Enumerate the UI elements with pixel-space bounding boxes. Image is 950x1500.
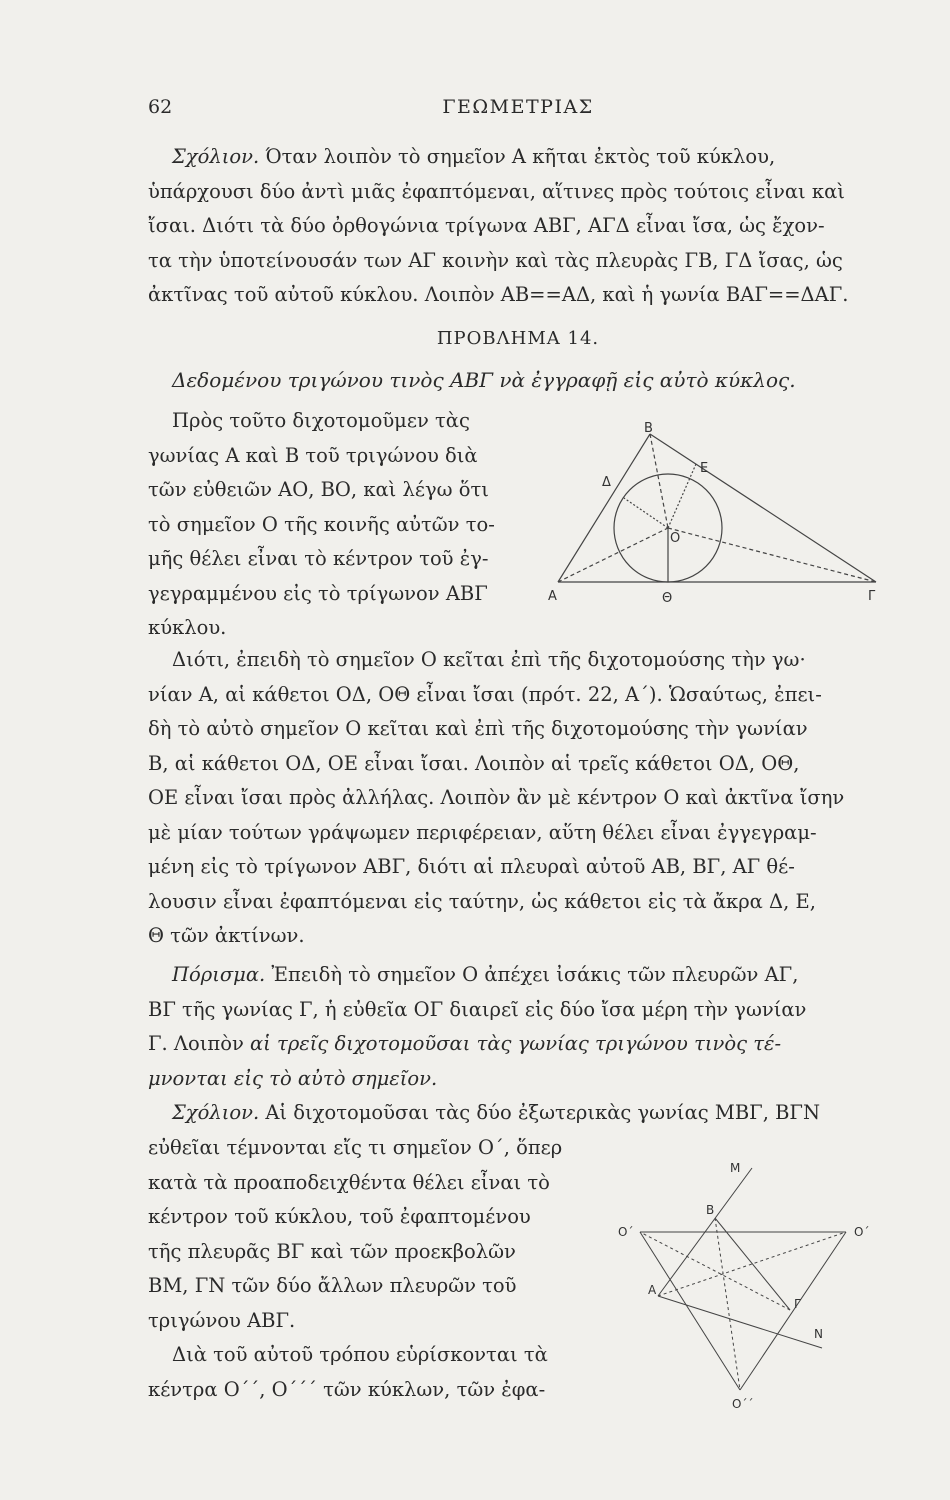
construction-line: τῶν εὐθειῶν ΑΟ, ΒΟ, καὶ λέγω ὅτι <box>148 478 489 501</box>
line-o1-o3 <box>640 1232 740 1390</box>
scholion-2-head <box>148 1096 888 1131</box>
figure-excircle-centers <box>600 1160 900 1420</box>
scholion-2-line: τῆς πλευρᾶς ΒΓ καὶ τῶν προεκβολῶν <box>148 1239 516 1263</box>
running-title: ΓΕΩΜΕΤΡΙΑΣ <box>442 96 594 118</box>
line-o2-o3 <box>740 1232 846 1390</box>
label-a2: Α <box>648 1283 657 1297</box>
construction-line: μῆς θέλει εἶναι τὸ κέντρον τοῦ ἐγ- <box>148 547 489 570</box>
scholion-2-label: Σχόλιον. <box>172 1101 260 1124</box>
proof-line: ΟΕ εἶναι ἴσαι πρὸς ἀλλήλας. Λοιπὸν ἂν μὲ κέντρον Ο καὶ ἀκτῖνα ἴσην <box>148 786 845 809</box>
bisector-go <box>668 528 876 582</box>
scholion-1-line: ὑπάρχουσι δύο ἀντὶ μιᾶς ἐφαπτόμεναι, αἵτινες πρὸς τούτοις εἶναι καὶ <box>148 179 845 203</box>
scholion-2-line: κατὰ τὰ προαποδειχθέντα θέλει εἶναι τὸ <box>148 1170 550 1194</box>
construction-line: κύκλου. <box>148 616 227 639</box>
side-bg <box>650 434 876 582</box>
porisma-line: Πόρισμα. Ἐπειδὴ τὸ σημεῖον Ο ἀπέχει ἰσάκις τῶν πλευρῶν ΑΓ, <box>172 963 799 986</box>
bisector-bo <box>650 434 668 528</box>
proof-line: Διότι, ἐπειδὴ τὸ σημεῖον Ο κεῖται ἐπὶ τῆς διχοτομούσης τὴν γω· <box>172 648 806 671</box>
label-d: Δ <box>602 475 611 490</box>
scholion-1-line: ἀκτῖνας τοῦ αὐτοῦ κύκλου. Λοιπὸν ΑΒ==ΑΔ, καὶ ἡ γωνία ΒΑΓ==ΔΑΓ. <box>148 283 849 306</box>
proof-line: λουσιν εἶναι ἐφαπτόμεναι εἰς ταύτην, ὡς κάθετοι εἰς τὰ ἄκρα Δ, Ε, <box>148 889 816 913</box>
construction-line: γωνίας Α καὶ Β τοῦ τριγώνου διὰ <box>148 443 478 467</box>
porisma-label: Πόρισμα. <box>172 963 266 986</box>
scholion-2-line: Σχόλιον. Αἱ διχοτομοῦσαι τὰς δύο ἐξωτερικὰς γωνίας ΜΒΓ, ΒΓΝ <box>172 1101 821 1124</box>
scholion-1-line: ἴσαι. Διότι τὰ δύο ὀρθογώνια τρίγωνα ΑΒΓ, ΑΓΔ εἶναι ἴσα, ὡς ἔχον- <box>148 214 825 237</box>
scholion-1 <box>148 140 888 313</box>
figure-inscribed-circle <box>538 420 898 640</box>
porisma-line: ΒΓ τῆς γωνίας Γ, ἡ εὐθεῖα ΟΓ διαιρεῖ εἰς δύο ἴσα μέρη τὴν γωνίαν <box>148 997 807 1021</box>
scholion-2 <box>148 1131 578 1407</box>
problem-proof <box>148 643 888 954</box>
problem-construction <box>148 404 528 646</box>
label-b2: Β <box>706 1203 715 1217</box>
proof-line: δὴ τὸ αὐτὸ σημεῖον Ο κεῖται καὶ ἐπὶ τῆς διχοτομούσης τὴν γωνίαν <box>148 717 808 740</box>
scholion-label: Σχόλιον. <box>172 145 260 168</box>
proof-line: μένη εἰς τὸ τρίγωνον ΑΒΓ, διότι αἱ πλευραὶ αὐτοῦ ΑΒ, ΒΓ, ΑΓ θέ- <box>148 855 795 878</box>
problem-heading: ΠΡΟΒΛΗΜΑ 14. <box>436 328 600 349</box>
porisma-line: Γ. Λοιπὸν αἱ τρεῖς διχοτομοῦσαι τὰς γωνίας τριγώνου τινὸς τέ- <box>148 1032 782 1055</box>
porisma-line: μνονται εἰς τὸ αὐτὸ σημεῖον. <box>148 1066 438 1090</box>
label-g2: Γ <box>794 1297 801 1311</box>
line-g-o1 <box>640 1232 790 1310</box>
label-o1: Ο΄ <box>618 1225 634 1239</box>
label-o2: Ο΄ <box>854 1225 870 1239</box>
proof-line: μὲ μίαν τούτων γράψωμεν περιφέρειαν, αὕτη θέλει εἶναι ἐγγεγραμ- <box>148 820 817 844</box>
scholion-2-line: κέντρα Ο΄΄, Ο΄΄΄ τῶν κύκλων, τῶν ἐφα- <box>148 1377 546 1401</box>
proof-line: Θ τῶν ἀκτίνων. <box>148 924 305 947</box>
problem-statement: Δεδομένου τριγώνου τινὸς ΑΒΓ νὰ ἐγγραφῇ εἰς αὐτὸ κύκλος. <box>172 368 796 392</box>
scholion-2-line: ΒΜ, ΓΝ τῶν δύο ἄλλων πλευρῶν τοῦ <box>148 1274 517 1297</box>
construction-line: Πρὸς τοῦτο διχοτομοῦμεν τὰς <box>172 409 470 432</box>
label-o3: Ο΄΄ <box>732 1397 754 1411</box>
label-b: Β <box>644 421 653 436</box>
construction-line: γεγραμμένου εἰς τὸ τρίγωνον ΑΒΓ <box>148 581 488 605</box>
construction-line: τὸ σημεῖον Ο τῆς κοινῆς αὐτῶν το- <box>148 512 495 536</box>
scholion-2-line: εὐθεῖαι τέμνονται εἴς τι σημεῖον Ο΄, ὅπερ <box>148 1136 563 1159</box>
proof-line: Β, αἱ κάθετοι ΟΔ, ΟΕ εἶναι ἴσαι. Λοιπὸν αἱ τρεῖς κάθετοι ΟΔ, ΟΘ, <box>148 751 800 775</box>
label-e: Ε <box>700 461 709 476</box>
proof-line: νίαν Α, αἱ κάθετοι ΟΔ, ΟΘ εἶναι ἴσαι (πρότ. 22, Α΄). Ὡσαύτως, ἐπει- <box>148 682 822 706</box>
radius-odelta <box>624 498 668 528</box>
scholion-1-line: τα τὴν ὑποτείνουσάν των ΑΓ κοινὴν καὶ τὰς πλευρὰς ΓΒ, ΓΔ ἴσας, ὡς <box>148 248 843 272</box>
label-g: Γ <box>868 589 876 604</box>
label-n: Ν <box>814 1327 823 1341</box>
scholion-2-line: Διὰ τοῦ αὐτοῦ τρόπου εὑρίσκονται τὰ <box>172 1343 548 1366</box>
page-header <box>148 96 888 126</box>
label-m: Μ <box>730 1161 741 1175</box>
porisma <box>148 958 888 1096</box>
page-number: 62 <box>148 96 173 118</box>
label-th: Θ <box>662 591 673 606</box>
scholion-1-line: Σχόλιον. Όταν λοιπὸν τὸ σημεῖον Α κῆται ἐκτὸς τοῦ κύκλου, <box>172 145 776 168</box>
scholion-2-line: κέντρον τοῦ κύκλου, τοῦ ἐφαπτομένου <box>148 1205 531 1228</box>
label-a: Α <box>548 589 557 604</box>
label-o: Ο <box>670 531 681 546</box>
scholion-2-line: τριγώνου ΑΒΓ. <box>148 1308 296 1332</box>
